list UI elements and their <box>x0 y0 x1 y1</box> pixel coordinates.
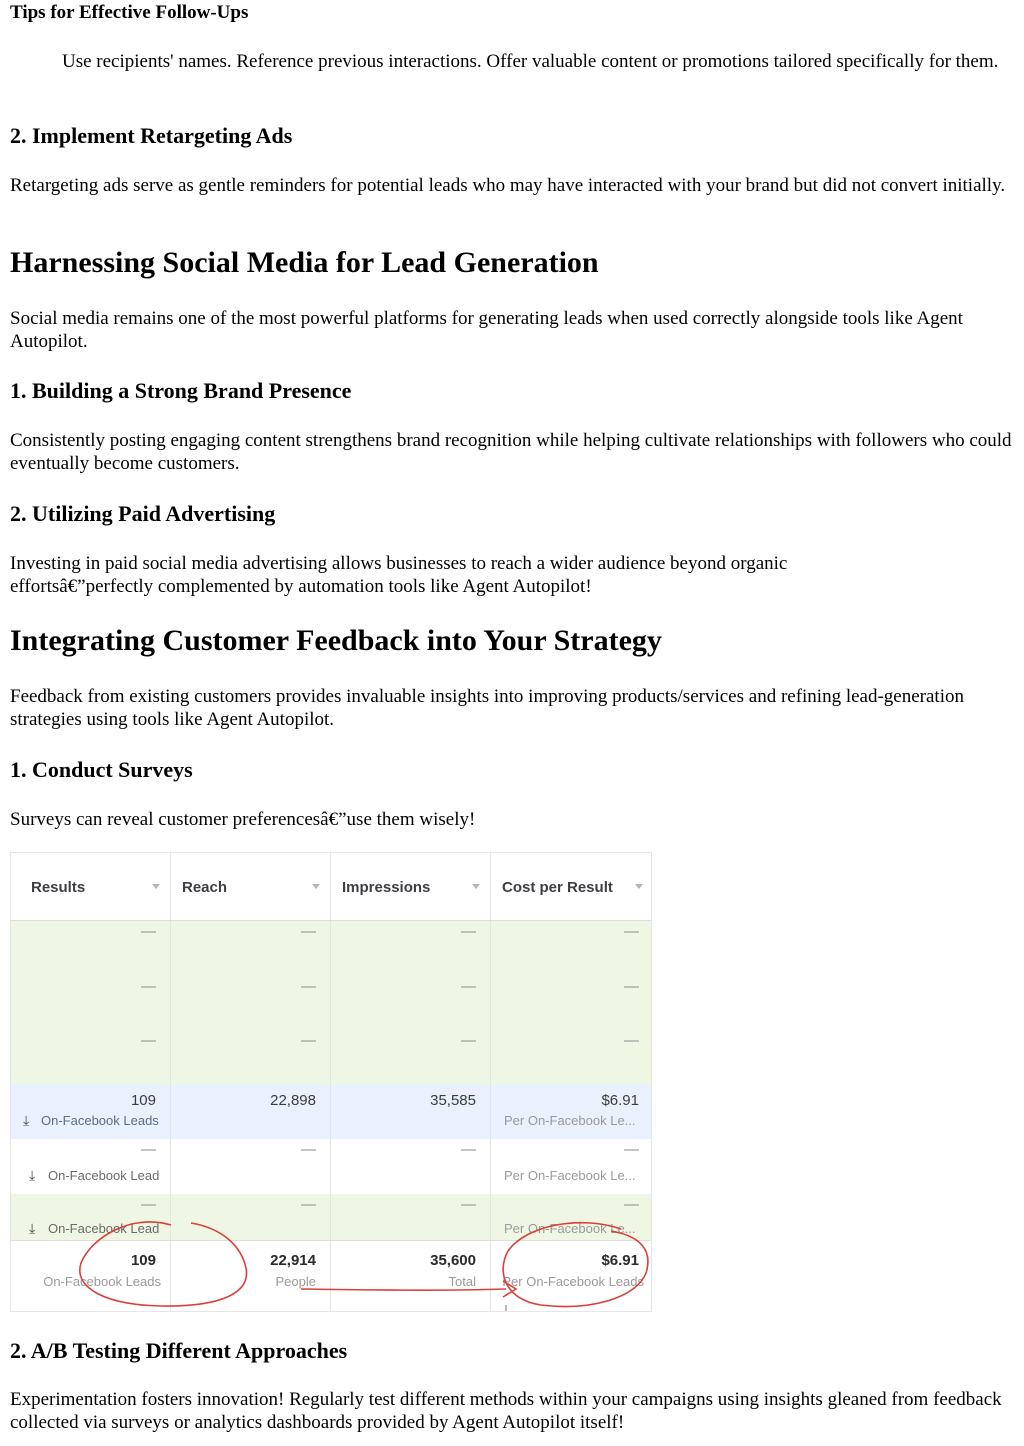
column-header-results[interactable]: Results <box>11 853 171 921</box>
cost-subtitle: Per On-Facebook Le... <box>504 1113 636 1128</box>
empty-value: — <box>624 923 639 940</box>
empty-value: — <box>301 1032 316 1049</box>
brand-text: Consistently posting engaging content strengthens brand recognition while helping cultivate relationships with followers who could eventually become customers. <box>10 430 1012 474</box>
paid-heading: 2. Utilizing Paid Advertising <box>10 501 276 526</box>
brand-heading: 1. Building a Strong Brand Presence <box>10 378 352 403</box>
cost-subtitle: Per On-Facebook Le... <box>504 1221 636 1236</box>
column-header-reach[interactable]: Reach <box>171 853 331 921</box>
feedback-heading: Integrating Customer Feedback into Your Strategy <box>10 624 662 657</box>
ab-heading: 2. A/B Testing Different Approaches <box>10 1338 348 1363</box>
chevron-down-icon[interactable] <box>312 884 320 889</box>
table-row[interactable] <box>11 1084 651 1139</box>
total-cost-subtitle: Per On-Facebook Leads <box>502 1274 644 1289</box>
download-icon: ⤓ <box>29 1220 36 1236</box>
empty-value: — <box>141 1032 156 1049</box>
social-intro: Social media remains one of the most powerful platforms for generating leads when used correctly alongside tools like Agent Autopilot. <box>10 308 963 352</box>
empty-value: — <box>461 1141 476 1158</box>
column-header-cost-per-result[interactable]: Cost per Result <box>491 853 652 921</box>
table-row <box>11 921 651 1084</box>
empty-value: — <box>301 978 316 995</box>
tips-text: Use recipients' names. Reference previous interactions. Offer valuable content or promotions tailored specifically for them. <box>62 51 999 72</box>
results-subtitle: On-Facebook Lead <box>48 1168 160 1183</box>
chevron-down-icon[interactable] <box>152 884 160 889</box>
ab-text: Experimentation fosters innovation! Regularly test different methods within your campaigns using insights gleaned from feedback collected via surveys or analytics dashboards provided by Agent Autopilot itself! <box>10 1389 1002 1433</box>
empty-value: — <box>461 978 476 995</box>
empty-value: — <box>624 1032 639 1049</box>
total-reach-value: 22,914 <box>270 1252 316 1269</box>
total-results-value: 109 <box>130 1252 156 1269</box>
empty-value: — <box>141 923 156 940</box>
total-results-subtitle: On-Facebook Leads <box>43 1274 161 1289</box>
empty-value: — <box>301 1141 316 1158</box>
empty-value: — <box>141 1196 156 1213</box>
totals-row <box>11 1240 651 1312</box>
social-heading: Harnessing Social Media for Lead Generation <box>10 246 599 279</box>
empty-value: — <box>461 923 476 940</box>
reach-value: 22,898 <box>270 1092 316 1109</box>
retargeting-heading: 2. Implement Retargeting Ads <box>10 123 293 148</box>
total-cost-value: $6.91 <box>601 1252 639 1269</box>
tips-heading: Tips for Effective Follow-Ups <box>10 2 249 23</box>
chevron-down-icon[interactable] <box>635 884 643 889</box>
column-header-impressions[interactable]: Impressions <box>331 853 491 921</box>
total-impressions-subtitle: Total <box>448 1274 476 1289</box>
total-reach-subtitle: People <box>275 1274 316 1289</box>
empty-value: — <box>301 923 316 940</box>
cost-value: $6.91 <box>601 1092 639 1109</box>
total-impressions-value: 35,600 <box>430 1252 476 1269</box>
empty-value: — <box>141 978 156 995</box>
empty-value: — <box>624 1196 639 1213</box>
results-value: 109 <box>130 1092 156 1109</box>
impressions-value: 35,585 <box>430 1092 476 1109</box>
download-icon: ⤓ <box>23 1112 30 1128</box>
download-icon: ⤓ <box>29 1167 36 1183</box>
table-header <box>11 853 651 921</box>
ads-results-table <box>10 852 652 1312</box>
empty-value: — <box>624 1141 639 1158</box>
empty-value: — <box>301 1196 316 1213</box>
table-row[interactable] <box>11 1139 651 1194</box>
cost-subtitle: Per On-Facebook Le... <box>504 1168 636 1183</box>
feedback-intro: Feedback from existing customers provides invaluable insights into improving products/services and refining lead-generation strategies using tools like Agent Autopilot. <box>10 686 964 730</box>
empty-value: — <box>461 1032 476 1049</box>
empty-value: — <box>461 1196 476 1213</box>
results-subtitle: On-Facebook Leads <box>41 1113 159 1128</box>
paid-text: Investing in paid social media advertising allows businesses to reach a wider audience beyond organic effortsâ€”perfectly complemented by automation tools like Agent Autopilot! <box>10 553 788 597</box>
table-row[interactable] <box>11 1194 651 1240</box>
empty-value: — <box>141 1141 156 1158</box>
chevron-down-icon[interactable] <box>472 884 480 889</box>
results-subtitle: On-Facebook Lead <box>48 1221 160 1236</box>
retargeting-text: Retargeting ads serve as gentle reminders for potential leads who may have interacted with your brand but did not convert initially. <box>10 175 1006 196</box>
surveys-text: Surveys can reveal customer preferencesâ€”use them wisely! <box>10 809 476 830</box>
surveys-heading: 1. Conduct Surveys <box>10 757 193 782</box>
empty-value: — <box>624 978 639 995</box>
